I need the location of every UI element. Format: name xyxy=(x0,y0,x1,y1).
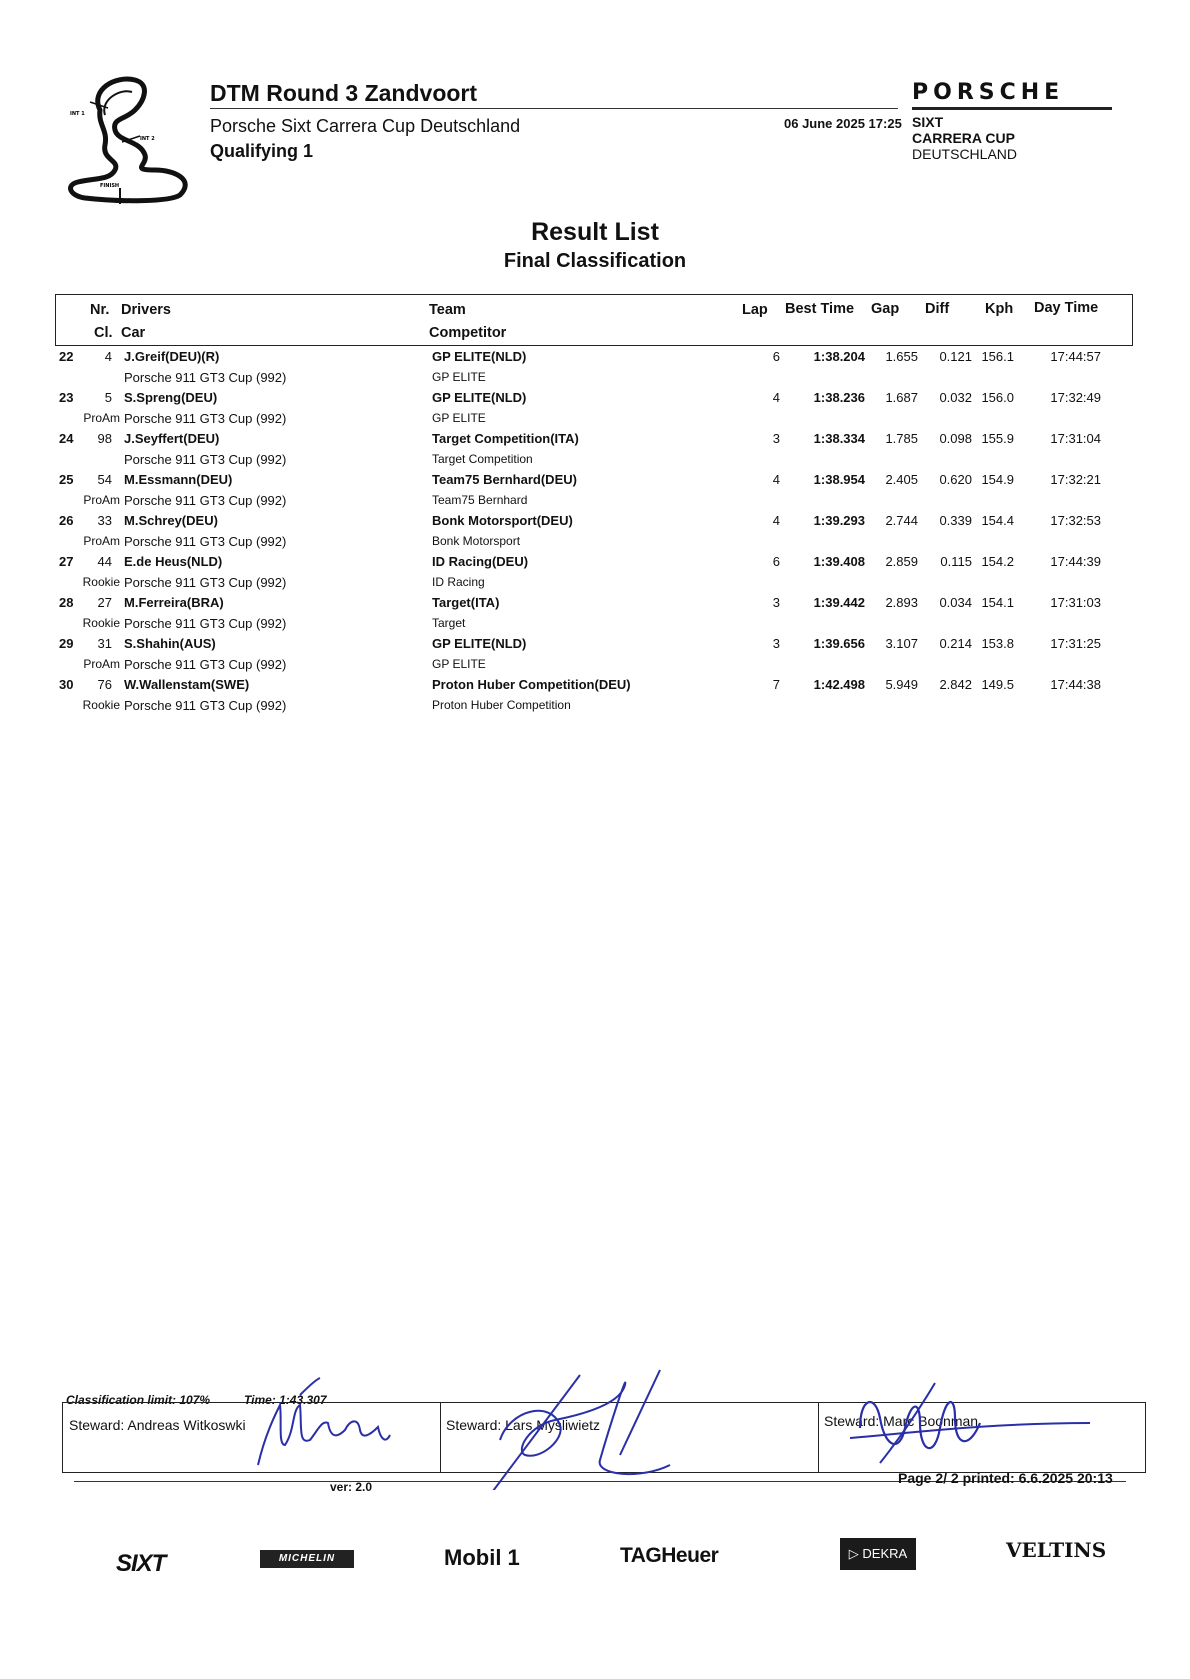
document-subtitle: Final Classification xyxy=(503,250,687,272)
cell-position: 22 xyxy=(59,349,74,364)
classification-limit-time: Time: 1:43.307 xyxy=(244,1393,327,1407)
cell-kph: 156.1 xyxy=(981,349,1014,364)
cell-best-time: 1:39.442 xyxy=(813,595,865,610)
cell-best-time: 1:39.293 xyxy=(813,513,865,528)
cell-car: Porsche 911 GT3 Cup (992) xyxy=(124,534,287,549)
column-header-drivers: Drivers xyxy=(121,302,171,318)
brand-sixt: SIXT xyxy=(912,114,944,130)
cell-competitor: GP ELITE xyxy=(432,370,486,384)
cell-best-time: 1:38.954 xyxy=(813,472,865,487)
column-header-kph: Kph xyxy=(985,301,1014,317)
cell-gap: 2.893 xyxy=(885,595,918,610)
column-header-nr: Nr. xyxy=(90,302,110,318)
cell-laps: 4 xyxy=(772,390,780,405)
cell-car: Porsche 911 GT3 Cup (992) xyxy=(124,575,287,590)
cell-car-number: 54 xyxy=(97,472,112,487)
cell-driver: M.Ferreira(BRA) xyxy=(124,595,224,610)
event-title: DTM Round 3 Zandvoort xyxy=(210,80,478,106)
cell-team: Target Competition(ITA) xyxy=(432,431,579,446)
cell-class: ProAm xyxy=(83,534,120,548)
signature-steward-1 xyxy=(240,1375,420,1470)
version-label: ver: 2.0 xyxy=(330,1480,373,1494)
cell-driver: W.Wallenstam(SWE) xyxy=(124,677,250,692)
cell-best-time: 1:42.498 xyxy=(813,677,865,692)
cell-kph: 154.9 xyxy=(981,472,1014,487)
column-header-day-time: Day Time xyxy=(1034,300,1099,316)
cell-driver: S.Shahin(AUS) xyxy=(124,636,216,651)
cell-gap: 3.107 xyxy=(885,636,918,651)
page-print-info: Page 2/ 2 printed: 6.6.2025 20:13 xyxy=(898,1470,1113,1486)
cell-best-time: 1:38.204 xyxy=(813,349,865,364)
column-header-lap: Lap xyxy=(742,302,768,318)
cell-team: Proton Huber Competition(DEU) xyxy=(432,677,631,692)
sponsor-mobil1-logo: Mobil 1 xyxy=(444,1545,520,1570)
cell-car: Porsche 911 GT3 Cup (992) xyxy=(124,493,287,508)
cell-car: Porsche 911 GT3 Cup (992) xyxy=(124,657,287,672)
cell-team: Target(ITA) xyxy=(432,595,500,610)
cell-diff: 0.098 xyxy=(939,431,972,446)
cell-diff: 0.115 xyxy=(940,554,972,569)
cell-driver: J.Seyffert(DEU) xyxy=(124,431,220,446)
cell-team: GP ELITE(NLD) xyxy=(432,349,527,364)
brand-deutschland: DEUTSCHLAND xyxy=(912,146,1018,162)
cell-laps: 4 xyxy=(772,513,780,528)
cell-best-time: 1:39.656 xyxy=(813,636,865,651)
column-header-gap: Gap xyxy=(871,301,900,317)
cell-kph: 154.4 xyxy=(981,513,1014,528)
sponsor-veltins-logo: VELTINS xyxy=(1006,1538,1107,1562)
cell-laps: 3 xyxy=(772,595,780,610)
signature-steward-3 xyxy=(840,1378,1100,1468)
cell-kph: 149.5 xyxy=(981,677,1014,692)
cell-car-number: 44 xyxy=(97,554,112,569)
cell-laps: 7 xyxy=(772,677,780,692)
cell-kph: 153.8 xyxy=(981,636,1014,651)
cell-laps: 6 xyxy=(772,349,780,364)
cell-position: 25 xyxy=(59,472,74,487)
cell-class: Rookie xyxy=(82,575,120,589)
cell-car-number: 27 xyxy=(97,595,112,610)
cell-team: Bonk Motorsport(DEU) xyxy=(432,513,573,528)
cell-competitor: GP ELITE xyxy=(432,657,486,671)
cell-car: Porsche 911 GT3 Cup (992) xyxy=(124,411,287,426)
cell-laps: 4 xyxy=(772,472,780,487)
cell-position: 30 xyxy=(59,677,74,692)
session-datetime: 06 June 2025 17:25 xyxy=(784,116,902,131)
track-label: INT 1 xyxy=(70,111,85,117)
cell-laps: 3 xyxy=(772,636,780,651)
cell-competitor: Bonk Motorsport xyxy=(432,534,521,548)
cell-team: ID Racing(DEU) xyxy=(432,554,529,569)
cell-car-number: 5 xyxy=(104,390,112,405)
cell-kph: 155.9 xyxy=(981,431,1014,446)
cell-kph: 156.0 xyxy=(981,390,1014,405)
column-header-competitor: Competitor xyxy=(429,325,507,341)
steward-name: Steward: Andreas Witkoswki xyxy=(69,1417,246,1433)
cell-gap: 2.405 xyxy=(885,472,918,487)
cell-competitor: Target xyxy=(432,616,466,630)
cell-day-time: 17:44:38 xyxy=(1050,677,1101,692)
cell-class: ProAm xyxy=(83,411,120,425)
cell-position: 27 xyxy=(59,554,74,569)
cell-day-time: 17:32:53 xyxy=(1050,513,1101,528)
cell-diff: 0.034 xyxy=(939,595,972,610)
series-name: Porsche Sixt Carrera Cup Deutschland xyxy=(210,116,521,136)
column-header-cl: Cl. xyxy=(94,325,113,341)
classification-limit: Classification limit: 107% xyxy=(66,1393,211,1407)
sponsor-michelin-logo: MICHELIN xyxy=(260,1550,354,1568)
cell-competitor: Team75 Bernhard xyxy=(432,493,528,507)
cell-driver: M.Essmann(DEU) xyxy=(124,472,233,487)
cell-diff: 2.842 xyxy=(939,677,972,692)
sponsor-tagheuer-logo: TAGHeuer xyxy=(620,1544,719,1567)
cell-gap: 1.785 xyxy=(885,431,918,446)
cell-car: Porsche 911 GT3 Cup (992) xyxy=(124,370,287,385)
column-header-best-time: Best Time xyxy=(785,301,855,317)
cell-gap: 2.744 xyxy=(885,513,918,528)
cell-driver: S.Spreng(DEU) xyxy=(124,390,218,405)
cell-gap: 1.687 xyxy=(885,390,918,405)
cell-team: GP ELITE(NLD) xyxy=(432,390,527,405)
cell-car: Porsche 911 GT3 Cup (992) xyxy=(124,698,287,713)
cell-day-time: 17:32:49 xyxy=(1050,390,1101,405)
cell-gap: 5.949 xyxy=(885,677,918,692)
cell-day-time: 17:44:57 xyxy=(1050,349,1101,364)
column-header-team: Team xyxy=(429,302,466,318)
cell-driver: J.Greif(DEU)(R) xyxy=(124,349,220,364)
cell-kph: 154.2 xyxy=(981,554,1014,569)
cell-position: 28 xyxy=(59,595,74,610)
cell-position: 24 xyxy=(59,431,74,446)
cell-driver: M.Schrey(DEU) xyxy=(124,513,218,528)
signature-steward-2 xyxy=(470,1365,690,1490)
cell-best-time: 1:38.236 xyxy=(813,390,865,405)
cell-gap: 2.859 xyxy=(885,554,918,569)
results-table-body xyxy=(0,0,1190,720)
cell-team: GP ELITE(NLD) xyxy=(432,636,527,651)
cell-car: Porsche 911 GT3 Cup (992) xyxy=(124,452,287,467)
track-label: INT 2 xyxy=(140,136,155,142)
cell-class: Rookie xyxy=(82,616,120,630)
cell-day-time: 17:31:25 xyxy=(1050,636,1101,651)
cell-day-time: 17:31:03 xyxy=(1050,595,1101,610)
steward-name: Steward: Lars Mysliwietz xyxy=(446,1417,601,1433)
cell-car-number: 4 xyxy=(104,349,112,364)
cell-diff: 0.214 xyxy=(939,636,972,651)
cell-driver: E.de Heus(NLD) xyxy=(124,554,223,569)
cell-competitor: Target Competition xyxy=(432,452,533,466)
sponsor-sixt-logo: SIXT xyxy=(116,1550,166,1577)
cell-competitor: GP ELITE xyxy=(432,411,486,425)
cell-day-time: 17:44:39 xyxy=(1050,554,1101,569)
cell-laps: 3 xyxy=(772,431,780,446)
track-label: FINISH xyxy=(100,183,120,189)
column-header-car: Car xyxy=(121,325,146,341)
cell-class: ProAm xyxy=(83,657,120,671)
brand-carrera-cup: CARRERA CUP xyxy=(912,130,1015,146)
cell-position: 26 xyxy=(59,513,74,528)
cell-car: Porsche 911 GT3 Cup (992) xyxy=(124,616,287,631)
cell-gap: 1.655 xyxy=(885,349,918,364)
document-title: Result List xyxy=(531,218,659,246)
cell-position: 23 xyxy=(59,390,74,405)
cell-competitor: Proton Huber Competition xyxy=(432,698,571,712)
cell-team: Team75 Bernhard(DEU) xyxy=(432,472,577,487)
steward-name: Steward: Marc Boonman xyxy=(824,1413,979,1429)
cell-day-time: 17:31:04 xyxy=(1050,431,1101,446)
cell-competitor: ID Racing xyxy=(432,575,485,589)
cell-laps: 6 xyxy=(772,554,780,569)
dekra-arrow-icon: ▷ xyxy=(848,1546,863,1561)
cell-best-time: 1:39.408 xyxy=(813,554,865,569)
cell-day-time: 17:32:21 xyxy=(1050,472,1101,487)
porsche-wordmark: PORSCHE xyxy=(912,80,1065,105)
cell-diff: 0.339 xyxy=(939,513,972,528)
cell-diff: 0.121 xyxy=(939,349,972,364)
cell-position: 29 xyxy=(59,636,74,651)
sponsor-dekra-logo xyxy=(840,1538,916,1570)
cell-car-number: 76 xyxy=(97,677,112,692)
session-name: Qualifying 1 xyxy=(210,141,314,161)
cell-diff: 0.032 xyxy=(939,390,972,405)
cell-diff: 0.620 xyxy=(939,472,972,487)
cell-car-number: 98 xyxy=(97,431,112,446)
cell-kph: 154.1 xyxy=(981,595,1014,610)
column-header-diff: Diff xyxy=(925,301,950,317)
cell-car-number: 33 xyxy=(97,513,112,528)
cell-class: Rookie xyxy=(82,698,120,712)
cell-class: ProAm xyxy=(83,493,120,507)
cell-best-time: 1:38.334 xyxy=(813,431,865,446)
dekra-label: DEKRA xyxy=(862,1546,908,1561)
cell-car-number: 31 xyxy=(97,636,112,651)
